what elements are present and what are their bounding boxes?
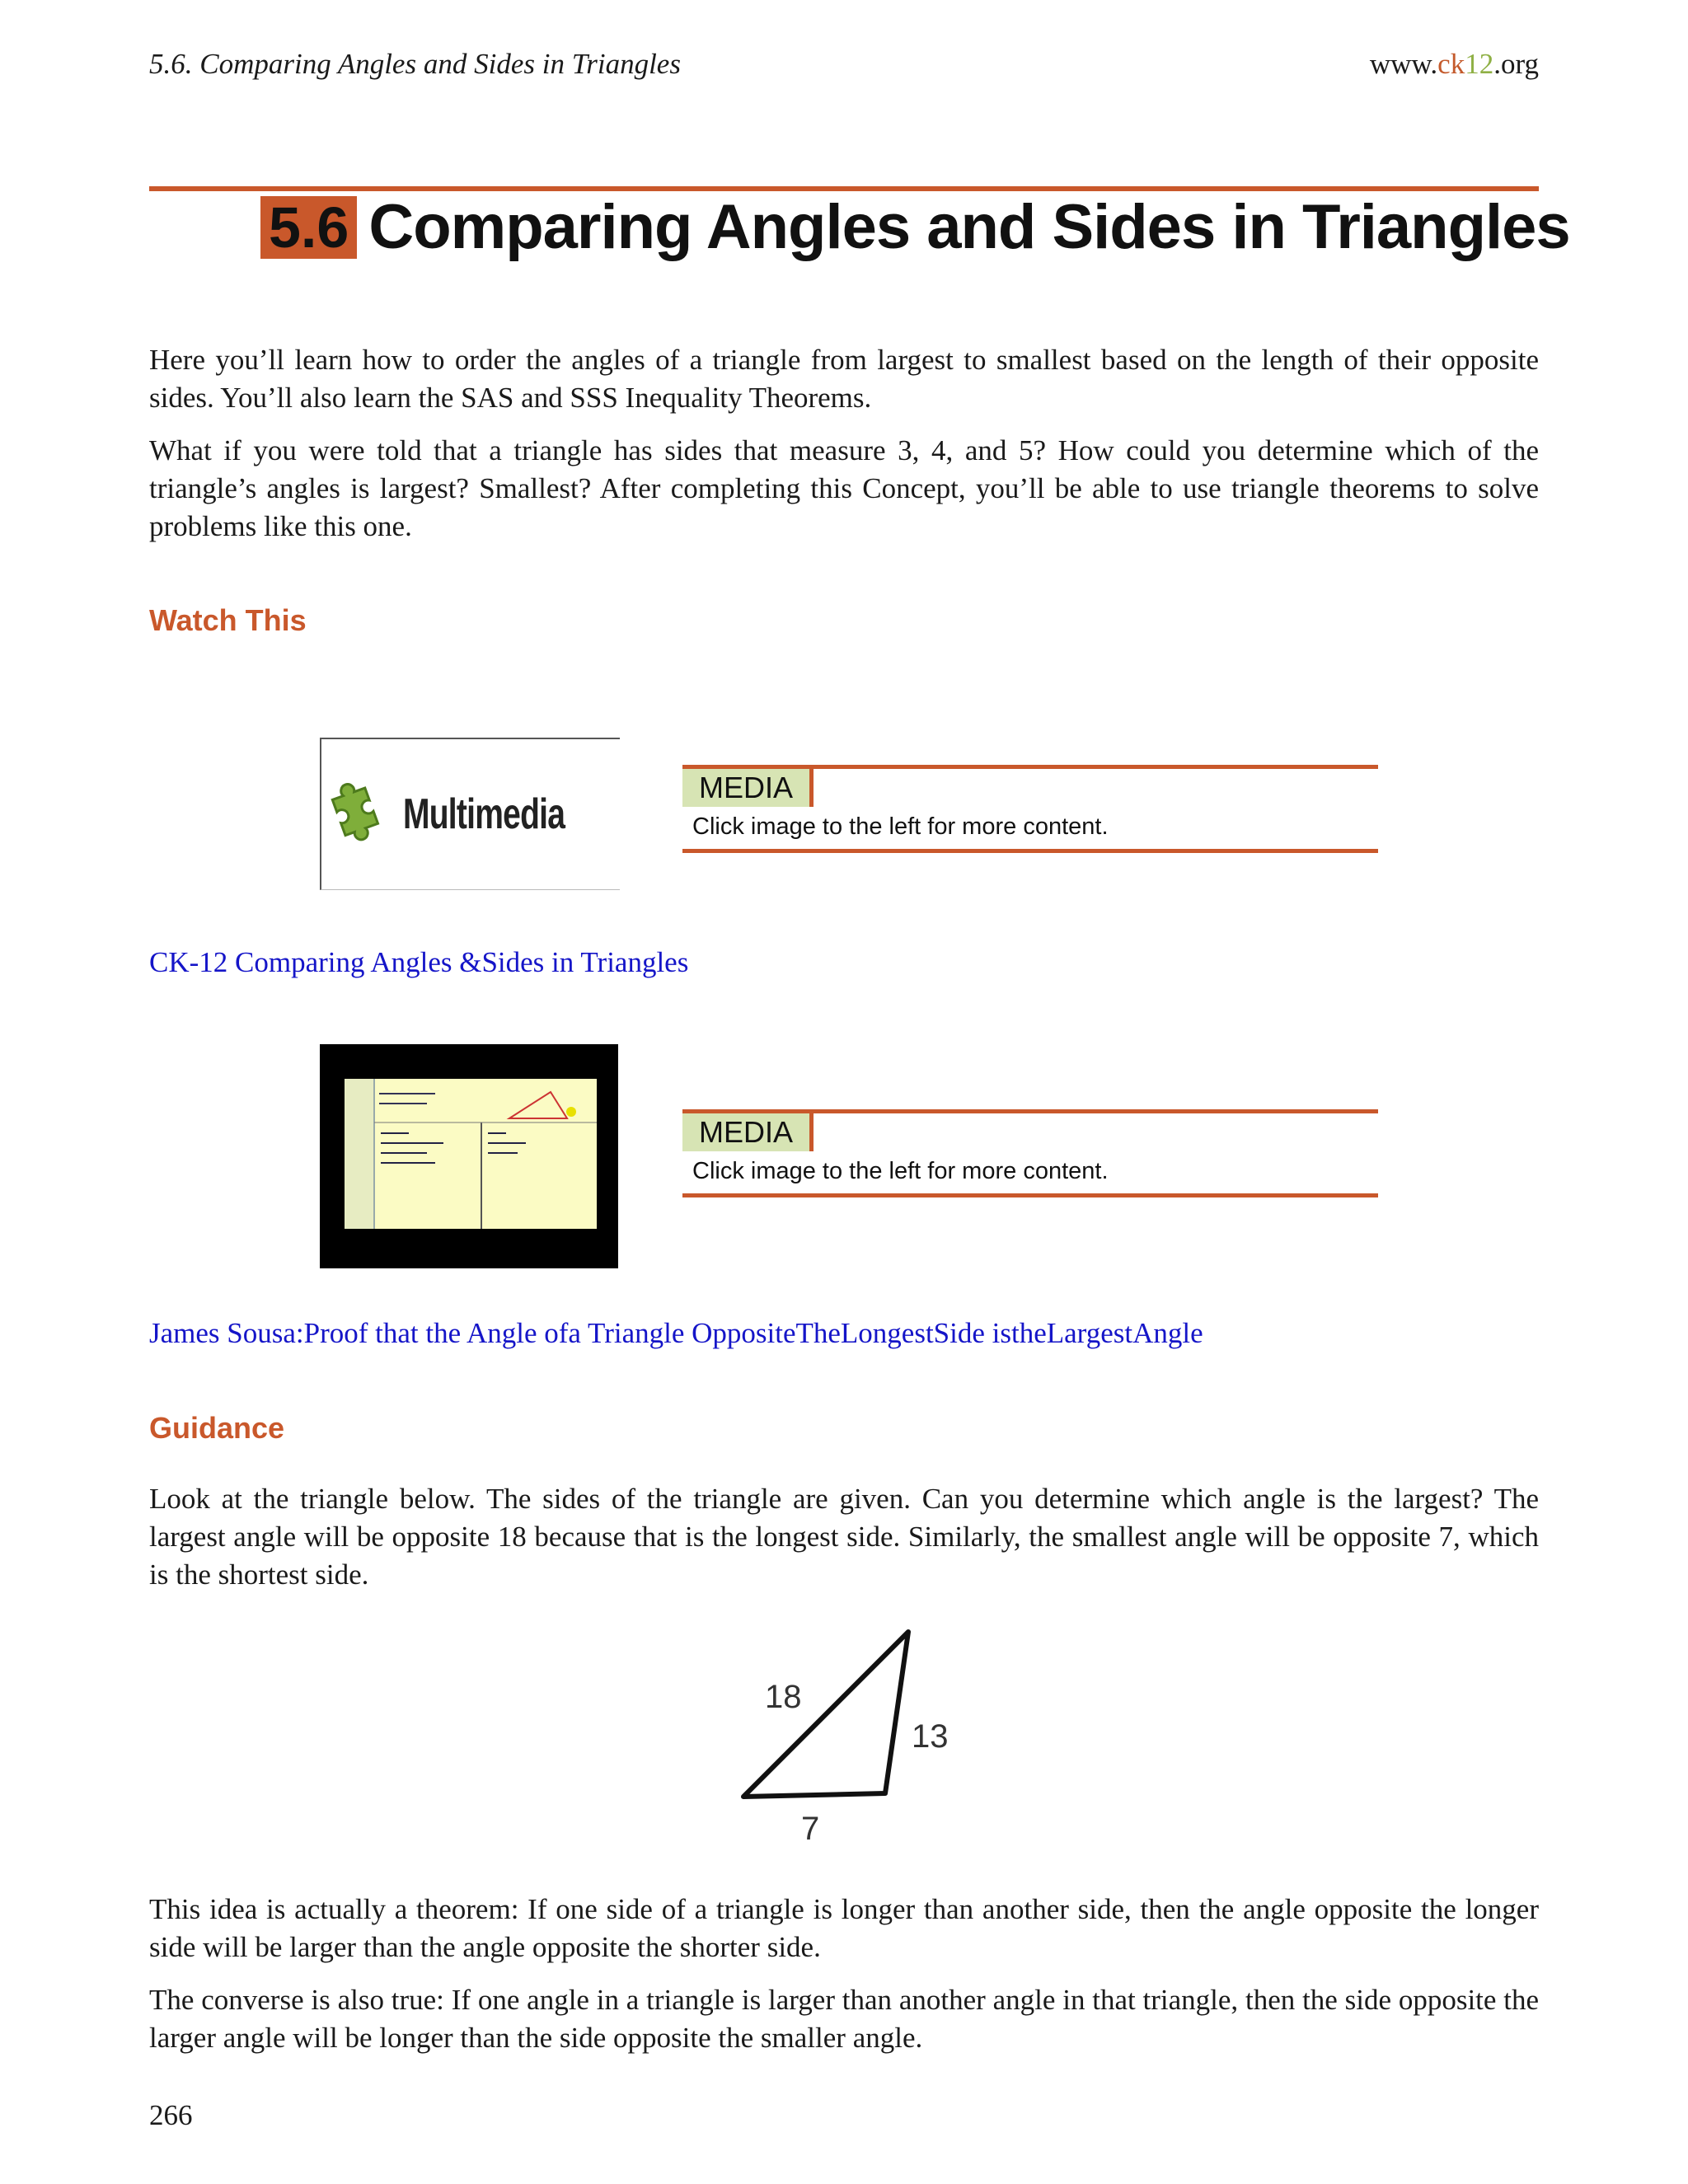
guidance-paragraph-1: Look at the triangle below. The sides of the triangle are given. Can you determine which angle is the largest? The largest angle will be opposite 18 because that is the longest side. Similarly, the smallest angle will be opposite 7, which is the shortest side.	[149, 1483, 1539, 1591]
media-callout-1	[682, 765, 1378, 853]
guidance-paragraph-2: This idea is actually a theorem: If one side of a triangle is longer than another side, then the angle opposite the longer side will be larger than the angle opposite the shorter side.	[149, 1893, 1539, 1963]
media-bottom-rule	[682, 1193, 1378, 1197]
chapter-heading	[260, 193, 1570, 262]
puzzle-piece-icon	[322, 781, 388, 847]
intro-paragraph-2: What if you were told that a triangle has sides that measure 3, 4, and 5? How could you determine which of the triangle’s angles is largest? Smallest? After completing this Concept, you’ll be able to use triangle theorems to solve problems like this one.	[149, 434, 1539, 542]
triangle-figure	[717, 1615, 964, 1854]
media-caption: Click image to the left for more content.	[692, 813, 1109, 840]
media-caption: Click image to the left for more content.	[692, 1158, 1109, 1184]
media-callout-2	[682, 1109, 1378, 1197]
video-frame-image	[320, 1044, 618, 1268]
chapter-rule	[149, 186, 1539, 191]
side-label-7: 7	[801, 1811, 820, 1847]
watch-this-heading: Watch This	[149, 603, 307, 637]
media-tag: MEDIA	[682, 769, 814, 807]
guidance-paragraph-3: The converse is also true: If one angle in a triangle is larger than another angle in that triangle, then the side opposite the larger angle will be longer than the side opposite the smaller angle.	[149, 1984, 1539, 2054]
running-title: 5.6. Comparing Angles and Sides in Triangles	[149, 48, 681, 80]
chapter-number: 5.6	[260, 196, 357, 259]
site-url[interactable]: www.ck12.org	[1369, 48, 1539, 80]
page-number: 266	[149, 2099, 193, 2131]
guidance-heading: Guidance	[149, 1411, 285, 1445]
multimedia-thumbnail[interactable]	[320, 738, 620, 890]
video-link-2[interactable]: James Sousa:Proof that the Angle ofa Triangle OppositeTheLongestSide istheLargestAngle	[149, 1317, 1203, 1349]
media-tag: MEDIA	[682, 1113, 814, 1151]
video-thumbnail[interactable]	[320, 1044, 618, 1268]
side-label-18: 18	[765, 1679, 802, 1715]
chapter-title: Comparing Angles and Sides in Triangles	[368, 192, 1570, 262]
media-bottom-rule	[682, 849, 1378, 853]
running-header	[149, 48, 1539, 81]
video-link-1[interactable]: CK-12 Comparing Angles &Sides in Triangles	[149, 946, 689, 978]
intro-paragraph-1: Here you’ll learn how to order the angles of a triangle from largest to smallest based on the length of their opposite sides. You’ll also learn the SAS and SSS Inequality Theorems.	[149, 344, 1539, 414]
multimedia-label: Multimedia	[403, 790, 565, 838]
side-label-13: 13	[912, 1718, 949, 1755]
